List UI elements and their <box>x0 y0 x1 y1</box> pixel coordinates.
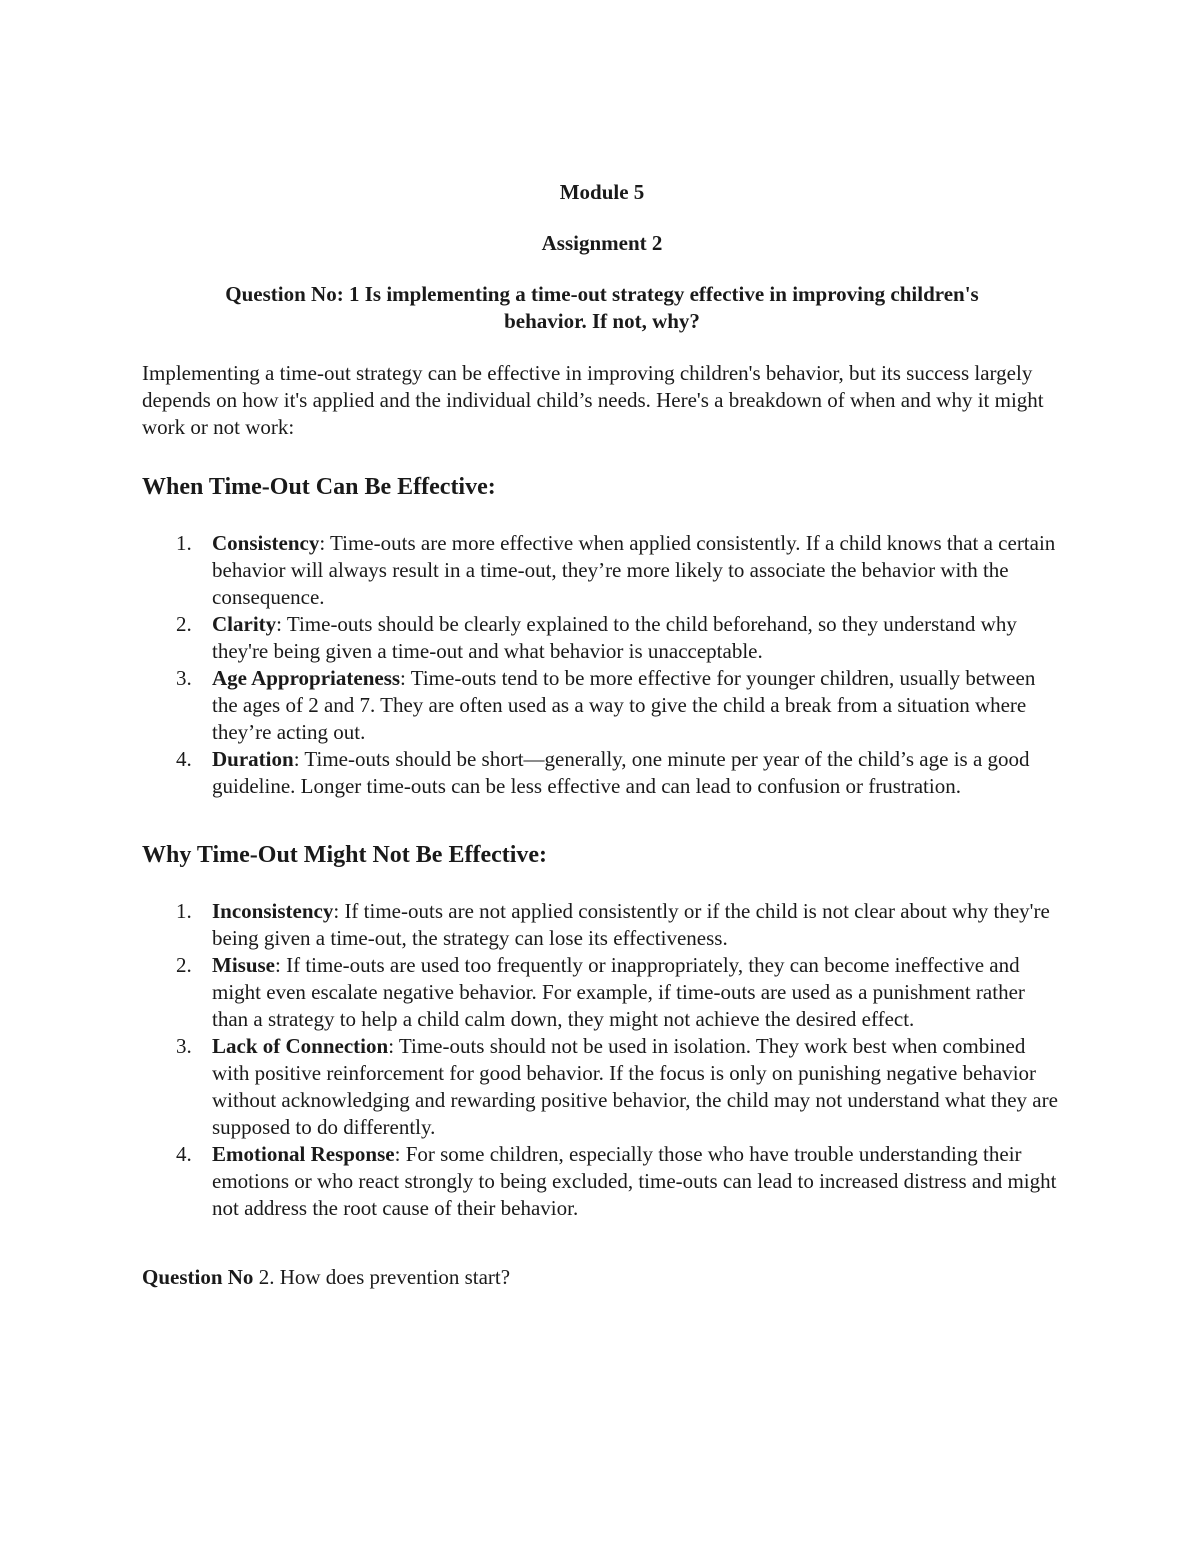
list-item-text: : Time-outs tend to be more effective for younger children, usually between the ages of 2 and 7. They are often used as a way to give the child a break from a situation where they’re acting out. <box>212 666 1036 744</box>
intro-paragraph: Implementing a time-out strategy can be effective in improving children's behavior, but its success largely depends on how it's applied and the individual child’s needs. Here's a breakdown of when and why it might work or not work: <box>142 361 1044 439</box>
list-item-term: Age Appropriateness <box>212 666 401 690</box>
question-2-text: 2. How does prevention start? <box>253 1265 511 1289</box>
list-item-number: 2. <box>176 953 192 977</box>
document-page <box>142 178 1062 1291</box>
question-1-heading <box>142 281 1062 335</box>
list-item-number: 4. <box>176 747 192 771</box>
list-item <box>142 611 1062 665</box>
list-item-text: : If time-outs are used too frequently or inappropriately, they can become ineffective and might even escalate negative behavior. For example, if time-outs are used as a punishment rather than a strategy to help a child calm down, they might not achieve the desired effect. <box>212 953 1025 1031</box>
not-effective-list <box>142 898 1062 1222</box>
list-item-term: Clarity <box>212 612 277 636</box>
question-1-heading-line-2: behavior. If not, why? <box>504 309 700 333</box>
section-heading-not-effective: Why Time-Out Might Not Be Effective: <box>142 842 548 868</box>
section-heading-effective: When Time-Out Can Be Effective: <box>142 474 496 500</box>
list-item-term: Consistency <box>212 531 320 555</box>
list-item <box>142 530 1062 611</box>
effective-list <box>142 530 1062 800</box>
question-1-heading-line-1: Question No: 1 Is implementing a time-out strategy effective in improving children's <box>225 282 979 306</box>
list-item-number: 3. <box>176 666 192 690</box>
list-item-number: 1. <box>176 899 192 923</box>
list-item-number: 4. <box>176 1142 192 1166</box>
list-item-number: 3. <box>176 1034 192 1058</box>
list-item <box>142 665 1062 746</box>
assignment-title: Assignment 2 <box>541 231 663 255</box>
list-item-term: Lack of Connection <box>212 1034 389 1058</box>
question-2-label: Question No <box>142 1265 254 1289</box>
list-item-text: : Time-outs should not be used in isolation. They work best when combined with positive reinforcement for good behavior. If the focus is only on punishing negative behavior without acknowledging and rewarding positive behavior, the child may not understand what they are supposed to do differently. <box>212 1034 1058 1139</box>
list-item-number: 2. <box>176 612 192 636</box>
list-item-text: : For some children, especially those who have trouble understanding their emotions or who react strongly to being excluded, time-outs can lead to increased distress and might not address the root cause of their behavior. <box>212 1142 1057 1220</box>
list-item-term: Misuse <box>212 953 275 977</box>
module-title: Module 5 <box>559 180 645 204</box>
list-item <box>142 952 1062 1033</box>
list-item-text: : Time-outs should be clearly explained to the child beforehand, so they understand why they're being given a time-out and what behavior is unacceptable. <box>212 612 1017 663</box>
list-item-term: Emotional Response <box>212 1142 395 1166</box>
list-item-text: : If time-outs are not applied consistently or if the child is not clear about why they're being given a time-out, the strategy can lose its effectiveness. <box>212 899 1050 950</box>
list-item-term: Duration <box>212 747 294 771</box>
list-item-term: Inconsistency <box>212 899 334 923</box>
question-2 <box>142 1264 1062 1291</box>
list-item <box>142 1141 1062 1222</box>
list-item <box>142 898 1062 952</box>
list-item <box>142 1033 1062 1141</box>
list-item <box>142 746 1062 800</box>
list-item-text: : Time-outs are more effective when applied consistently. If a child knows that a certain behavior will always result in a time-out, they’re more likely to associate the behavior with the consequence. <box>212 531 1056 609</box>
list-item-text: : Time-outs should be short—generally, one minute per year of the child’s age is a good guideline. Longer time-outs can be less effective and can lead to confusion or frustration. <box>212 747 1030 798</box>
list-item-number: 1. <box>176 531 192 555</box>
